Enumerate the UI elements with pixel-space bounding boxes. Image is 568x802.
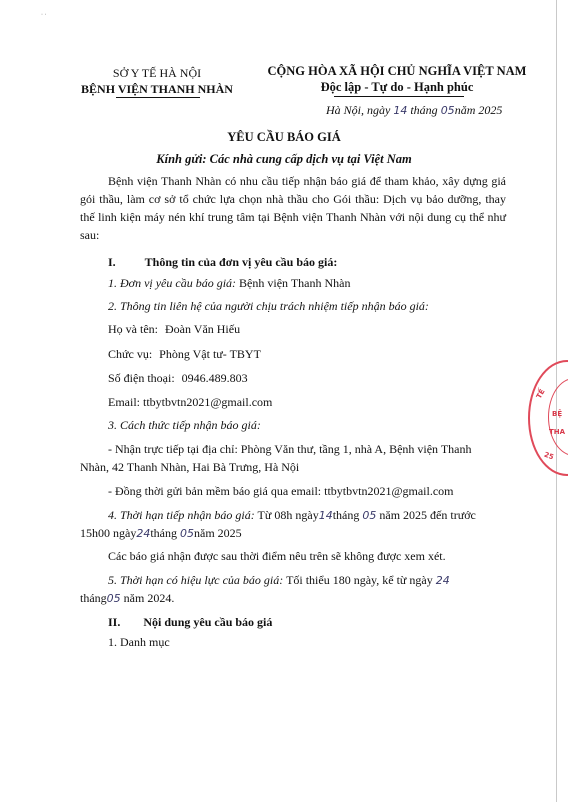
section-2-item-1: 1. Danh mục	[108, 635, 170, 649]
contact-phone: Số điện thoại: 0946.489.803	[108, 371, 248, 385]
intro-paragraph: Bệnh viện Thanh Nhàn có nhu cầu tiếp nhận báo giá để tham khảo, xây dựng giá gói thầu, làm cơ sở tổ chức lựa chọn nhà thầu cho Gói thầu: Dịch vụ bảo dưỡng, thay thế linh kiện máy nén khí trung tâm tại Bệnh viện Thanh Nhàn với nội dung cụ thể như sau:	[80, 174, 506, 242]
motto: Độc lập - Tự do - Hạnh phúc	[320, 80, 474, 94]
section-2-heading: II. Nội dung yêu cầu báo giá	[108, 615, 273, 629]
item-5-validity-line-1: 5. Thời hạn có hiệu lực của báo giá: Tối thiểu 180 ngày, kể từ ngày 24	[108, 573, 450, 587]
scan-specks: · ·	[41, 12, 47, 18]
document-title: YÊU CẦU BÁO GIÁ	[227, 130, 341, 144]
item-3-receiving-method: 3. Cách thức tiếp nhận báo giá:	[108, 418, 261, 432]
item-2-contact-heading: 2. Thông tin liên hệ của người chịu trách nhiệm tiếp nhận báo giá:	[108, 299, 429, 313]
stamp-text-1: TẾ	[534, 387, 547, 401]
item-4-deadline-line-1: 4. Thời hạn tiếp nhận báo giá: Từ 08h ngày14tháng 05 năm 2025 đến trước	[108, 508, 476, 522]
item-5-validity-line-2: tháng05 năm 2024.	[80, 591, 175, 605]
direct-receipt-line-2: Nhàn, 42 Thanh Nhàn, Hai Bà Trưng, Hà Nội	[80, 460, 300, 474]
email-submission: - Đồng thời gửi bản mềm báo giá qua email: ttbytbvtn2021@gmail.com	[108, 484, 454, 498]
issuer-underline	[116, 97, 200, 98]
stamp-text-4: 25	[542, 450, 555, 462]
stamp-text-2: BỆ	[552, 410, 563, 418]
contact-name: Họ và tên: Đoàn Văn Hiếu	[108, 322, 241, 336]
stamp-text-3: THA	[549, 428, 566, 436]
item-4-deadline-line-2: 15h00 ngày24tháng 05năm 2025	[80, 526, 242, 540]
handwritten-end-month: 05	[180, 527, 194, 540]
issuer-block	[72, 65, 242, 97]
contact-position: Chức vụ: Phòng Vật tư- TBYT	[108, 347, 261, 361]
section-1-heading: I. Thông tin của đơn vị yêu cầu báo giá:	[108, 255, 338, 269]
handwritten-start-day: 14	[318, 509, 333, 522]
document-date: Hà Nội, ngày 14 tháng 05năm 2025	[326, 103, 503, 117]
department-name: SỞ Y TẾ HÀ NỘI	[112, 66, 202, 80]
handwritten-month: 05	[440, 104, 455, 117]
item-1-requester: 1. Đơn vị yêu cầu báo giá: Bệnh viện Thanh Nhàn	[108, 276, 351, 290]
handwritten-end-day: 24	[136, 527, 151, 540]
handwritten-start-month: 05	[362, 509, 377, 522]
handwritten-validity-month: 05	[106, 592, 121, 605]
hospital-name: BỆNH VIỆN THANH NHÀN	[81, 82, 233, 96]
handwritten-validity-day: 24	[435, 574, 450, 587]
late-submission-note: Các báo giá nhận được sau thời điểm nêu trên sẽ không được xem xét.	[108, 549, 446, 563]
addressee: Kính gửi: Các nhà cung cấp dịch vụ tại Việt Nam	[156, 152, 412, 166]
motto-underline	[334, 96, 464, 97]
country-name: CỘNG HÒA XÃ HỘI CHỦ NGHĨA VIỆT NAM	[267, 64, 527, 78]
direct-receipt-line-1: - Nhận trực tiếp tại địa chỉ: Phòng Văn thư, tầng 1, nhà A, Bệnh viện Thanh	[108, 442, 472, 456]
national-header	[252, 63, 542, 95]
contact-email: Email: ttbytbvtn2021@gmail.com	[108, 395, 273, 409]
handwritten-day: 14	[393, 104, 408, 117]
